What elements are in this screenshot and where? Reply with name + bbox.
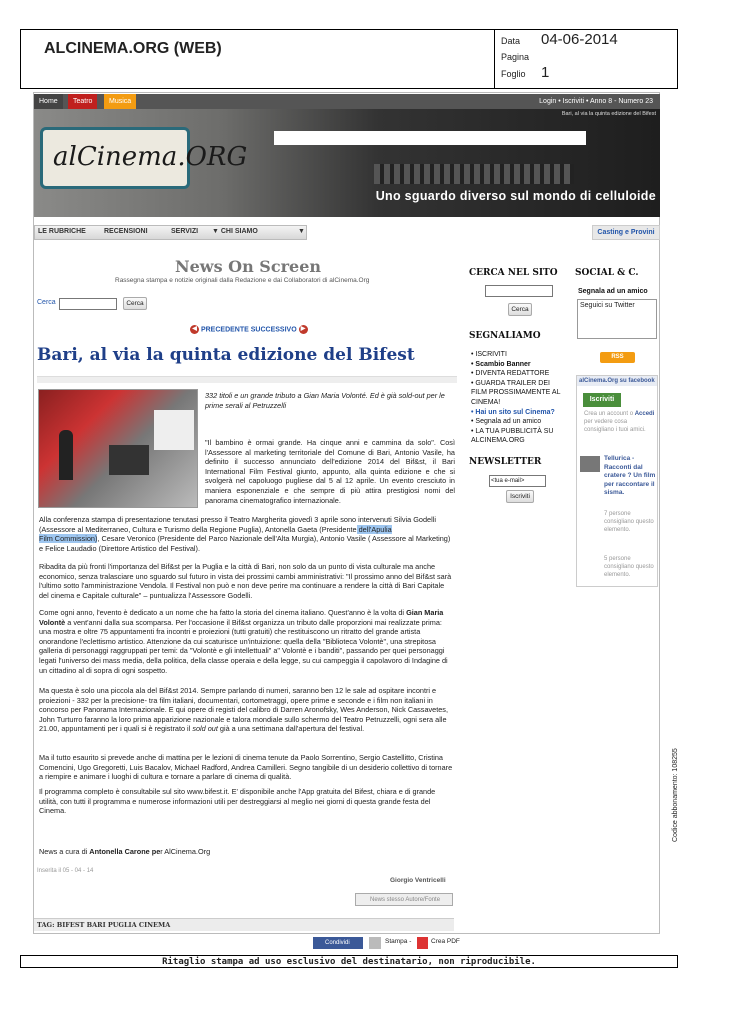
- menu-servizi[interactable]: SERVIZI: [171, 228, 199, 235]
- seg-redattore[interactable]: • DIVENTA REDATTORE: [471, 370, 550, 378]
- search-button[interactable]: Cerca: [123, 297, 147, 310]
- data-label: Data: [501, 36, 521, 46]
- facebook-widget: [576, 375, 658, 587]
- login-links[interactable]: Login • Iscriviti • Anno 8 - Numero 23: [539, 98, 653, 105]
- article-p2: [39, 515, 455, 553]
- p2-text-a: Alla conferenza stampa di presentazione tenutasi presso il Teatro Margherita giovedì 3 aprile sono intervenuti Silvia Godelli (Assessore al Mediterraneo, Cultura e Turismo della Regione Puglia), Antonella Gaeta (Presidente: [39, 515, 436, 534]
- twitter-label[interactable]: Seguici su Twitter: [580, 302, 635, 309]
- same-author-button[interactable]: News stesso Autore/Fonte: [355, 893, 453, 906]
- p5-text-a: Ma questa è solo una piccola ala del Bif&st 2014. Sempre parlando di numeri, saranno ben 12 le sale ad ospitare incontri e proiezioni - 332 per la precisione- tra film italiani, documentari, cortometraggi, opere prime e seconde e i film non italiani in concorso per Panorama Internazionale. E qui opere di registi del calibro di Darren Aronofsky, Wes Anderson, Nick Cassavetes, John Turturro faranno la loro prima apparizione nazionale e talora mondiale sullo schermo del Teatro Petruzzelli, ogni sera alle 21.00, appuntamenti per i quali si è registrato il: [39, 686, 448, 734]
- prev-next-label[interactable]: PRECEDENTE SUCCESSIVO: [200, 326, 297, 334]
- site-search-button[interactable]: Cerca: [508, 303, 532, 316]
- banner-white-bar: [274, 131, 586, 145]
- menu-chi-siamo[interactable]: ▼ CHI SIAMO: [212, 228, 258, 235]
- photo-screen: [154, 410, 194, 450]
- credit-b: Antonella Carone pe: [89, 847, 161, 856]
- rss-icon[interactable]: RSS: [600, 352, 635, 363]
- article-p6: Ma il tutto esaurito si prevede anche di mattina per le lezioni di cinema tenute da Paolo Sorrentino, Sergio Castellitto, Cristina Comencini, Ugo Gregoretti, Luis Bacalov, Michael Radford, Andrea Camilleri. Segno tangibile di un desiderio collettivo di tornare a riempire e animare i luoghi di cultura e tornare a parlare di cinema di qualità.: [39, 753, 453, 782]
- p2-highlight-1: dell'Apulia: [356, 524, 392, 534]
- casting-button[interactable]: Casting e Provini: [592, 225, 660, 240]
- article-p5: [39, 686, 455, 734]
- banner-tagline: Uno sguardo diverso sul mondo di celluloide: [375, 189, 656, 203]
- press-source-box: [21, 30, 495, 88]
- fb-post-count: 7 persone consigliano questo elemento.: [604, 511, 654, 533]
- fb-post-title[interactable]: Tellurica - Racconti dal cratere ? Un film per raccontare il sisma.: [604, 455, 656, 496]
- fb-subscribe-button[interactable]: Iscriviti: [583, 393, 621, 407]
- twitter-box[interactable]: [577, 299, 657, 339]
- fb-accedi-link[interactable]: Accedi: [634, 411, 655, 417]
- fb-consigli-text: per vedere cosa consigliano i tuoi amici.: [584, 419, 646, 433]
- segnala-amico-link[interactable]: Segnala ad un amico: [578, 288, 648, 295]
- tag-bar[interactable]: TAG: BIFEST BARI PUGLIA CINEMA: [34, 918, 454, 931]
- pdf-icon[interactable]: [417, 937, 428, 949]
- article-p7: Il programma completo è consultabile sul sito www.bifest.it. E' disponibile anche l'App gratuita del Bifest, chiara e di grande utilità, con tutti il programma e numerose informazioni utili per destreggiarsi al meglio nei giorni di questa grande festa del Cinema.: [39, 787, 436, 816]
- nav-home[interactable]: Home: [34, 94, 63, 109]
- p2-text-b: , Cesare Veronico (Presidente del Parco Nazionale dell'Alta Murgia), Antonio Vasile ( Assessore al Marketing) e Felice Laudadio (Direttore Artistico del Festival).: [39, 534, 451, 553]
- prev-arrow-icon[interactable]: ◀: [190, 325, 199, 334]
- article-credit: [39, 847, 455, 857]
- seg-sito[interactable]: • Hai un sito sul Cinema?: [471, 408, 555, 416]
- p4-text-c: a vent'anni dalla sua scomparsa. Per l'occasione il Bif&st organizza un tributo dalle proporzioni mai realizzate prima: una mostra e oltre 75 appuntamenti fra incontri e proiezioni (tutti gratuiti) che restituiscono un ritratto del grande artista onorandone l'eclettismo artistico. Attenzione da cui scaturisce un'intuizione: quella della "Biblioteca Volontè", una strepitosa galleria di personaggi raggruppati per temi: da "Volontè e gli intellettuali" a" Volontè e i banditi", passando per quei personaggi legati l'universo dei mass media, della politica, della classe operaia e della legge, su cui campeggia il capolavoro di Indagine di un cittadino al di sopra di ogni sospetto.: [39, 617, 448, 675]
- foglio-value: 1: [541, 64, 550, 81]
- nav-teatro[interactable]: Teatro: [68, 94, 97, 109]
- search-site-title: CERCA NEL SITO: [469, 268, 558, 278]
- press-source: ALCINEMA.ORG (WEB): [44, 40, 222, 57]
- logo-text: alCinema.ORG: [53, 142, 248, 172]
- share-button[interactable]: Condividi: [313, 937, 363, 949]
- search-input[interactable]: [59, 298, 117, 310]
- newsletter-email-input[interactable]: <tua e-mail>: [489, 475, 546, 487]
- article-p3: Ribadita da più fronti l'importanza del Bif&st per la Puglia e la città di Bari, non solo da un punto di vista culturale ma anche economico, senza tralasciare uno sguardo sul futuro in vista dei prossimi cambi amministrativi: "Il prossimo anno del Bif&st sarà l'ultimo sotto l'amministrazione Vendola. Il Festival non può e non deve perire ma continuare a rendere la città di Bari Capitale del cinema e Capitale culturale" – puntualizza l'Assessore Godelli.: [39, 562, 452, 600]
- fb-post-thumbnail[interactable]: [580, 456, 600, 472]
- article-p4: [39, 608, 455, 675]
- site-banner: [34, 109, 660, 217]
- p4-text-a: Come ogni anno, l'evento è dedicato a un nome che ha fatto la storia del cinema italiano. Quest'anno è la volta di: [39, 608, 407, 617]
- search-label: Cerca: [37, 299, 56, 306]
- next-arrow-icon[interactable]: ▶: [299, 325, 308, 334]
- article-title: Bari, al via la quinta edizione del Bifest: [37, 345, 415, 365]
- site-search-input[interactable]: [485, 285, 553, 297]
- p2-highlight-2: Film Commission): [39, 534, 98, 544]
- credit-c: r AlCinema.Org: [160, 847, 211, 856]
- print-link[interactable]: Stampa -: [385, 938, 412, 945]
- banner-film-image: [374, 164, 574, 184]
- article-lead: 332 titoli e un grande tributo a Gian Maria Volonté. Ed è già sold-out per le prime serali al Petruzzelli: [205, 391, 445, 410]
- fb-login-text: [584, 410, 656, 434]
- section-title: News On Screen: [175, 257, 322, 276]
- article-divider: [37, 376, 457, 383]
- p4-name: Gian Maria Volontè: [39, 608, 444, 627]
- subscription-code: Codice abbonamento: 108255: [672, 748, 679, 842]
- prev-next-nav[interactable]: [190, 325, 308, 334]
- seg-trailer[interactable]: • GUARDA TRAILER DEI FILM PROSSIMAMENTE AL CINEMA!: [471, 379, 561, 406]
- foglio-label: Foglio: [501, 69, 526, 79]
- section-subtitle: Rassegna stampa e notizie originali dalla Redazione e dai Collaboratori di alCinema.Org: [115, 277, 370, 284]
- photo-table: [109, 445, 149, 475]
- article-photo: [38, 389, 198, 508]
- fb-crea-text: Crea un account o: [584, 411, 634, 417]
- p5-soldout: sold out: [192, 724, 218, 734]
- clipping-notice: Ritaglio stampa ad uso esclusivo del destinatario, non riproducibile.: [20, 955, 678, 968]
- banner-strap: Bari, al via la quinta edizione del Bifest: [561, 111, 656, 117]
- data-value: 04-06-2014: [541, 31, 618, 48]
- menu-recensioni[interactable]: RECENSIONI: [104, 228, 148, 235]
- inserted-date: Inserita il 05 - 04 - 14: [37, 868, 94, 874]
- fb-post2-count: 5 persone consigliano questo elemento.: [604, 556, 654, 578]
- seg-banner[interactable]: • Scambio Banner: [471, 360, 531, 368]
- nav-musica[interactable]: Musica: [104, 94, 136, 109]
- pdf-link[interactable]: Crea PDF: [431, 938, 460, 945]
- segnaliamo-list: [471, 350, 566, 446]
- site-logo[interactable]: [40, 127, 248, 189]
- pagina-label: Pagina: [501, 52, 530, 62]
- print-icon[interactable]: [369, 937, 381, 949]
- segnaliamo-title: SEGNALIAMO: [469, 331, 541, 341]
- newsletter-subscribe-button[interactable]: Iscriviti: [506, 490, 534, 503]
- social-title: SOCIAL & C.: [575, 268, 639, 278]
- main-menu: [34, 225, 307, 240]
- menu-rubriche[interactable]: LE RUBRICHE: [38, 228, 86, 235]
- article-p1: "Il bambino è ormai grande. Ha cinque anni e cammina da solo". Così l'Assessore al marketing territoriale del Comune di Bari, Antonio Vasile, ha definito il successo annunciato dell'edizione 2014 del Bif&st, il Bari International Film Festival giunto, appunto, alla quinta edizione e che si svolgerà nel capoluogo pugliese dal 5 al 12 aprile. Un evento cresciuto in maniera esponenziale e che sempre di più attira prestigiosi nomi del panorama cinematografico internazionale.: [205, 438, 455, 505]
- author-name: Giorgio Ventricelli: [390, 877, 446, 884]
- fb-header: alCinema.Org su facebook: [577, 376, 657, 386]
- seg-iscriviti[interactable]: • ISCRIVITI: [471, 351, 507, 358]
- p5-text-c: già a una settimana dall'apertura del festival.: [217, 724, 365, 734]
- photo-figure: [59, 430, 73, 480]
- top-nav: [34, 94, 660, 109]
- menu-dropdown-icon[interactable]: ▼: [298, 228, 305, 235]
- press-header: [20, 29, 678, 89]
- credit-a: News a cura di: [39, 847, 90, 856]
- seg-pubblicita[interactable]: • LA TUA PUBBLICITÀ SU ALCINEMA.ORG: [471, 427, 554, 445]
- seg-amico[interactable]: • Segnala ad un amico: [471, 418, 542, 426]
- newsletter-title: NEWSLETTER: [469, 457, 542, 467]
